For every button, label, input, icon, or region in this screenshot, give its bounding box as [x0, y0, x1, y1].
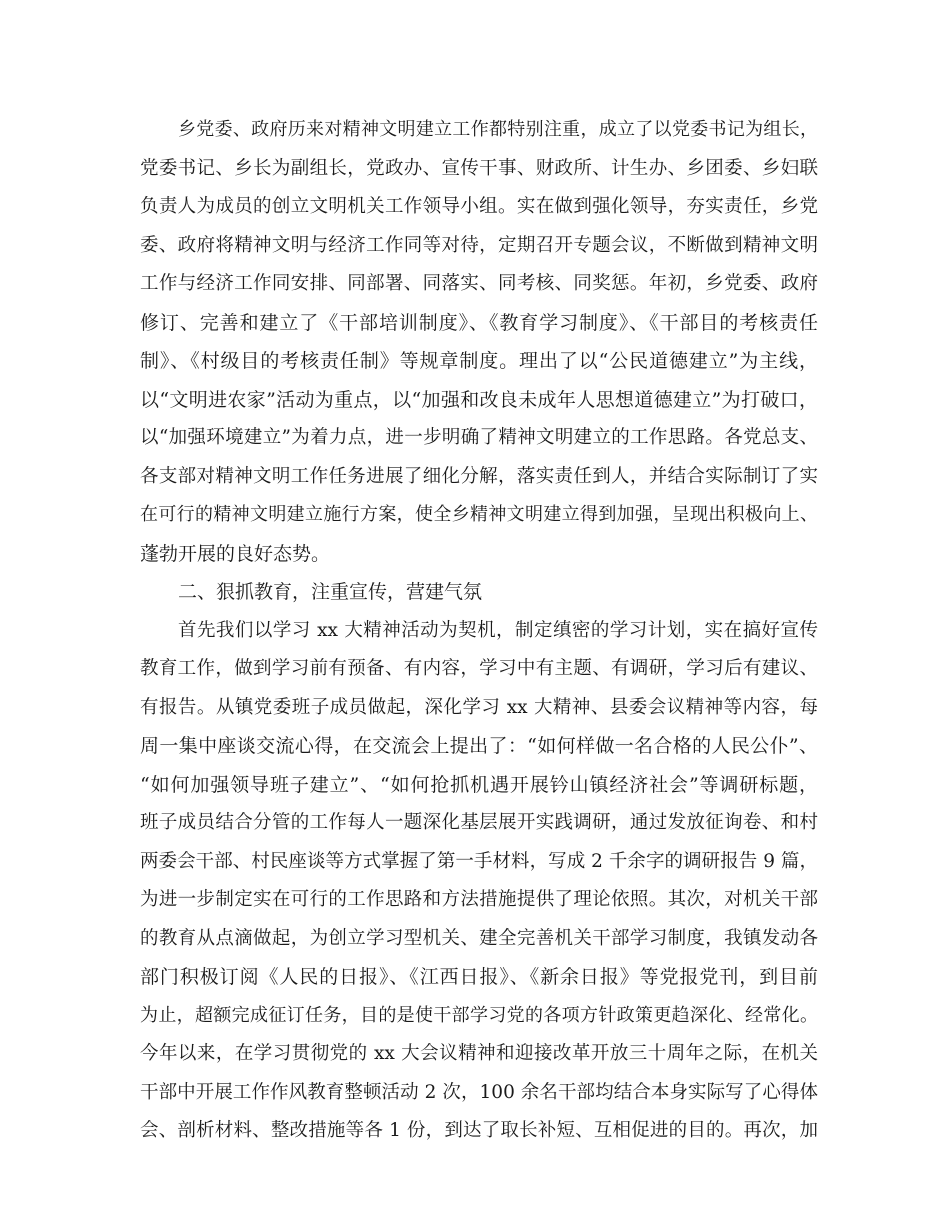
text-line: 党委书记、乡长为副组长，党政办、宣传干事、财政所、计生办、乡团委、乡妇联 — [140, 157, 818, 179]
text-line: 修订、完善和建立了《干部培训制度》、《教育学习制度》、《干部目的考核责任 — [140, 311, 818, 334]
text-line: 制》、《村级目的考核责任制》等规章制度。理出了以“公民道德建立”为主线， — [140, 350, 818, 372]
text-line: “如何加强领导班子建立”、“如何抢抓机遇开展钤山镇经济社会”等调研标题， — [140, 773, 818, 796]
text-line: 负责人为成员的创立文明机关工作领导小组。实在做到强化领导，夯实责任，乡党 — [140, 196, 818, 217]
text-line: 为进一步制定实在可行的工作思路和方法措施提供了理论依照。其次，对机关干部 — [140, 889, 818, 910]
text-line: 教育工作，做到学习前有预备、有内容，学习中有主题、有调研，学习后有建议、 — [140, 658, 818, 679]
text-line: 有报告。从镇党委班子成员做起，深化学习 xx 大精神、县委会议精神等内容，每 — [140, 696, 818, 718]
document-body — [140, 111, 818, 1151]
text-line: 以“文明进农家”活动为重点，以“加强和改良未成年人思想道德建立”为打破口， — [140, 388, 818, 411]
text-line: 的教育从点滴做起，为创立学习型机关、建全完善机关干部学习制度，我镇发动各 — [140, 927, 818, 949]
text-line: 会、剖析材料、整改措施等各 1 份，到达了取长补短、互相促进的目的。再次，加 — [140, 1120, 818, 1141]
text-line: 干部中开展工作作风教育整顿活动 2 次，100 余名干部均结合本身实际写了心得体 — [140, 1081, 818, 1103]
text-line: 周一集中座谈交流心得，在交流会上提出了：“如何样做一名合格的人民公仆”、 — [140, 735, 818, 757]
text-line: 部门积极订阅《人民的日报》、《江西日报》、《新余日报》等党报党刊，到目前 — [140, 966, 818, 988]
text-line: 班子成员结合分管的工作每人一题深化基层展开实践调研，通过发放征询卷、和村 — [140, 812, 818, 833]
text-line: 以“加强环境建立”为着力点，进一步明确了精神文明建立的工作思路。各党总支、 — [140, 427, 818, 448]
text-line: 各支部对精神文明工作任务进展了细化分解，落实责任到人，并结合实际制订了实 — [140, 465, 818, 487]
text-line: 两委会干部、村民座谈等方式掌握了第一手材料，写成 2 千余字的调研报告 9 篇， — [140, 850, 818, 872]
text-line: 蓬勃开展的良好态势。 — [140, 542, 331, 565]
text-line: 二、狠抓教育，注重宣传，营建气氛 — [178, 581, 483, 603]
text-line: 工作与经济工作同安排、同部署、同落实、同考核、同奖惩。年初，乡党委、政府 — [140, 273, 818, 294]
text-line: 首先我们以学习 xx 大精神活动为契机，制定缜密的学习计划，实在搞好宣传 — [178, 619, 818, 641]
text-line: 乡党委、政府历来对精神文明建立工作都特别注重，成立了以党委书记为组长， — [178, 119, 818, 140]
text-line: 委、政府将精神文明与经济工作同等对待，定期召开专题会议，不断做到精神文明 — [140, 234, 818, 256]
text-line: 在可行的精神文明建立施行方案，使全乡精神文明建立得到加强，呈现出积极向上、 — [140, 504, 818, 525]
text-line: 为止，超额完成征订任务，目的是使干部学习党的各项方针政策更趋深化、经常化。 — [140, 1004, 818, 1026]
text-line: 今年以来，在学习贯彻党的 xx 大会议精神和迎接改革开放三十周年之际，在机关 — [140, 1043, 818, 1064]
